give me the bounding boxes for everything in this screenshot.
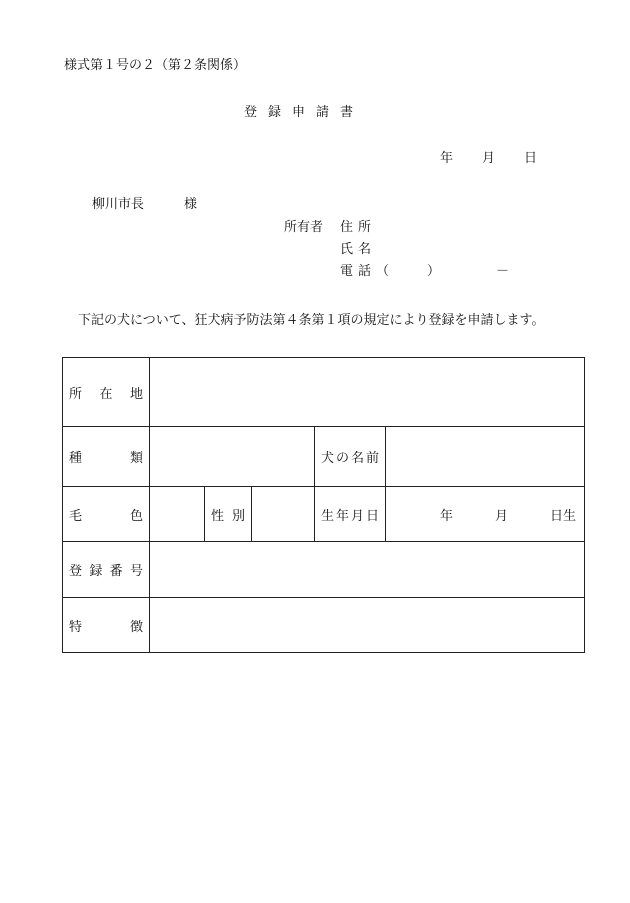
table-row-coat	[63, 487, 585, 542]
sex-label-cell	[205, 487, 252, 542]
owner-name-label: 氏名	[340, 242, 377, 257]
application-statement: 下記の犬について、狂犬病予防法第４条第１項の規定により登録を申請します。	[78, 313, 545, 328]
date-day: 日	[524, 151, 538, 166]
registration-table	[62, 357, 585, 653]
addressee	[92, 197, 197, 213]
date-line	[440, 151, 537, 167]
phone-paren-close: ）	[427, 264, 441, 279]
birth-year-unit: 年	[440, 508, 454, 524]
table-row-registration-number	[63, 542, 585, 598]
owner-label: 所有者	[284, 220, 324, 235]
birth-day-unit: 日生	[550, 508, 577, 524]
location-label: 所 在 地	[69, 386, 143, 402]
sex-input-cell[interactable]	[252, 487, 315, 542]
addressee-name: 柳川市長	[92, 197, 145, 212]
birth-date-fields	[392, 505, 578, 524]
table-row-location	[63, 358, 585, 427]
date-year: 年	[440, 151, 454, 166]
phone-dash: －	[496, 264, 510, 279]
features-label: 特 徴	[69, 619, 143, 635]
owner-address-label: 住所	[340, 220, 377, 235]
registration-number-input-cell[interactable]	[150, 542, 585, 598]
coat-color-label: 毛 色	[69, 508, 143, 524]
coat-color-input-cell[interactable]	[150, 487, 205, 542]
birth-date-label-cell	[315, 487, 386, 542]
addressee-honorific: 様	[184, 197, 198, 212]
registration-number-label: 登 録 番 号	[69, 564, 143, 579]
date-month: 月	[482, 151, 496, 166]
dog-name-label-cell	[315, 427, 386, 487]
form-number: 様式第１号の２（第２条関係）	[64, 58, 247, 73]
birth-date-label: 生 年 月 日	[321, 508, 379, 524]
owner-phone-label: 電話	[340, 264, 377, 279]
breed-label-cell	[63, 427, 150, 487]
document-title: 登録申請書	[244, 105, 365, 120]
dog-name-input-cell[interactable]	[386, 427, 585, 487]
phone-paren-open: （	[376, 264, 390, 279]
dog-name-label: 犬 の 名 前	[321, 451, 379, 466]
owner-phone-line	[340, 264, 509, 280]
coat-color-label-cell	[63, 487, 150, 542]
table-row-features	[63, 598, 585, 653]
registration-number-label-cell	[63, 542, 150, 598]
features-label-cell	[63, 598, 150, 653]
location-label-cell	[63, 358, 150, 427]
birth-month-unit: 月	[495, 508, 509, 524]
sex-label: 性 別	[211, 508, 245, 524]
breed-input-cell[interactable]	[150, 427, 315, 487]
features-input-cell[interactable]	[150, 598, 585, 653]
breed-label: 種 類	[69, 451, 143, 466]
birth-date-input-cell[interactable]	[386, 487, 585, 542]
table-row-breed	[63, 427, 585, 487]
location-input-cell[interactable]	[150, 358, 585, 427]
